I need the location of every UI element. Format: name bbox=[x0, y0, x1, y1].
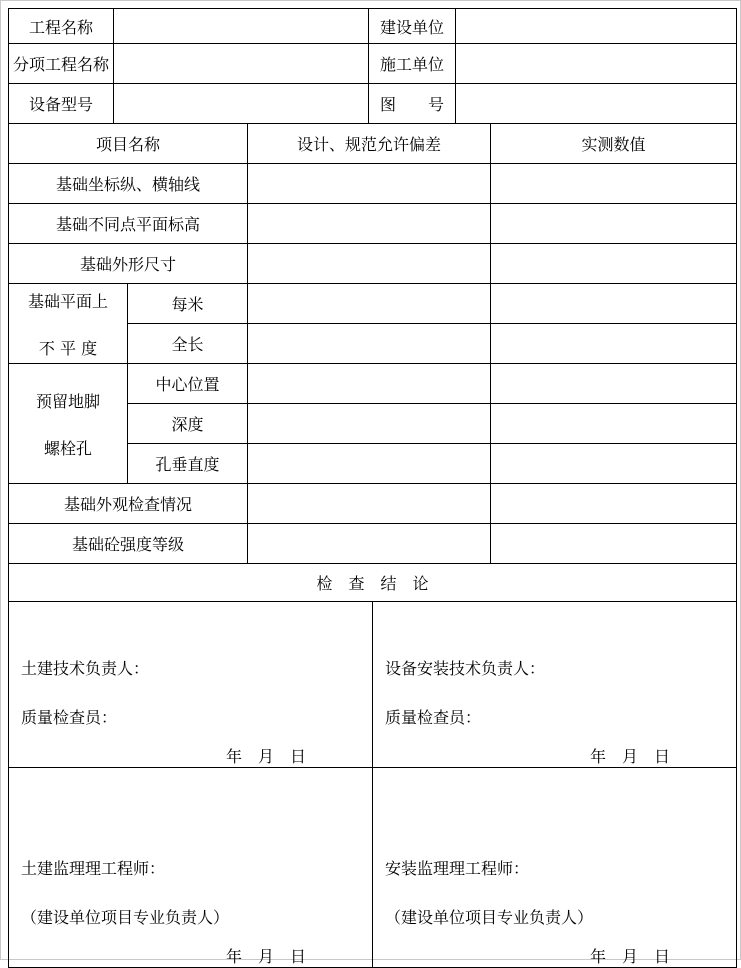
subitem-hole-verticality-label: 孔垂直度 bbox=[128, 444, 248, 484]
tolerance-cell-center-position[interactable] bbox=[248, 364, 491, 404]
subitem-per-meter-label: 每米 bbox=[128, 284, 248, 324]
item-concrete-strength-label: 基础砼强度等级 bbox=[9, 524, 248, 564]
conclusion-table bbox=[8, 563, 737, 602]
subitem-full-length-label: 全长 bbox=[128, 324, 248, 364]
measured-cell-outline-dimensions[interactable] bbox=[491, 244, 737, 284]
equipment-model-label: 设备型号 bbox=[9, 84, 114, 124]
group-flatness-line1: 基础平面上 bbox=[27, 291, 108, 311]
measured-cell-hole-verticality[interactable] bbox=[491, 444, 737, 484]
measured-cell-elevation[interactable] bbox=[491, 204, 737, 244]
construction-unit-label: 建设单位 bbox=[369, 9, 456, 44]
date-line-install-supervisor: 年 月 日 bbox=[589, 947, 670, 966]
tolerance-cell-full-length[interactable] bbox=[248, 324, 491, 364]
civil-supervisor-signature-cell[interactable] bbox=[9, 768, 373, 968]
date-line-equipment-install: 年 月 日 bbox=[589, 747, 670, 766]
subproject-name-label: 分项工程名称 bbox=[9, 44, 114, 84]
subitem-center-position-label: 中心位置 bbox=[128, 364, 248, 404]
tolerance-cell-hole-verticality[interactable] bbox=[248, 444, 491, 484]
subproject-name-field[interactable] bbox=[114, 44, 369, 84]
signature-table bbox=[8, 601, 737, 968]
project-name-field[interactable] bbox=[114, 9, 369, 44]
item-elevation-label: 基础不同点平面标高 bbox=[9, 204, 248, 244]
conclusion-label: 检 查 结 论 bbox=[9, 564, 737, 602]
owner-project-lead-note-right: （建设单位项目专业负责人） bbox=[385, 908, 594, 927]
construction-unit-field[interactable] bbox=[456, 9, 737, 44]
subitem-depth-label: 深度 bbox=[128, 404, 248, 444]
measured-cell-center-position[interactable] bbox=[491, 364, 737, 404]
header-item-name: 项目名称 bbox=[9, 124, 248, 164]
tolerance-cell-elevation[interactable] bbox=[248, 204, 491, 244]
equipment-install-lead-label: 设备安装技术负责人： bbox=[385, 659, 546, 678]
builder-unit-field[interactable] bbox=[456, 44, 737, 84]
quality-inspector-label-right: 质量检查员： bbox=[385, 708, 482, 727]
header-allowed-deviation: 设计、规范允许偏差 bbox=[248, 124, 491, 164]
group-flatness-line2: 不 平 度 bbox=[38, 338, 98, 358]
measured-cell-depth[interactable] bbox=[491, 404, 737, 444]
tolerance-cell-concrete-strength[interactable] bbox=[248, 524, 491, 564]
measured-cell-appearance-check[interactable] bbox=[491, 484, 737, 524]
date-line-civil-tech: 年 月 日 bbox=[225, 747, 306, 766]
civil-supervising-engineer-label: 土建监理理工程师： bbox=[21, 859, 166, 878]
owner-project-lead-note-left: （建设单位项目专业负责人） bbox=[21, 908, 230, 927]
install-supervising-engineer-label: 安装监理理工程师： bbox=[385, 859, 530, 878]
measured-cell-full-length[interactable] bbox=[491, 324, 737, 364]
drawing-number-label: 图 号 bbox=[369, 84, 456, 124]
equipment-install-signature-cell[interactable] bbox=[373, 602, 737, 768]
quality-inspector-label-left: 质量检查员： bbox=[21, 708, 118, 727]
date-line-civil-supervisor: 年 月 日 bbox=[225, 947, 306, 966]
civil-tech-signature-cell[interactable] bbox=[9, 602, 373, 768]
items-table bbox=[8, 123, 737, 564]
install-supervisor-signature-cell[interactable] bbox=[373, 768, 737, 968]
group-anchor-bolt-line1: 预留地脚 bbox=[35, 391, 100, 411]
tolerance-cell-per-meter[interactable] bbox=[248, 284, 491, 324]
equipment-model-field[interactable] bbox=[114, 84, 369, 124]
measured-cell-foundation-axes[interactable] bbox=[491, 164, 737, 204]
group-anchor-bolt-holes-label bbox=[9, 364, 128, 484]
group-anchor-bolt-line2: 螺栓孔 bbox=[43, 438, 92, 458]
drawing-number-field[interactable] bbox=[456, 84, 737, 124]
measured-cell-per-meter[interactable] bbox=[491, 284, 737, 324]
header-measured-value: 实测数值 bbox=[491, 124, 737, 164]
item-appearance-check-label: 基础外观检查情况 bbox=[9, 484, 248, 524]
civil-tech-lead-label: 土建技术负责人： bbox=[21, 659, 150, 678]
tolerance-cell-foundation-axes[interactable] bbox=[248, 164, 491, 204]
tolerance-cell-depth[interactable] bbox=[248, 404, 491, 444]
item-outline-dimensions-label: 基础外形尺寸 bbox=[9, 244, 248, 284]
info-table bbox=[8, 8, 737, 124]
measured-cell-concrete-strength[interactable] bbox=[491, 524, 737, 564]
group-flatness-label bbox=[9, 284, 128, 364]
item-foundation-axes-label: 基础坐标纵、横轴线 bbox=[9, 164, 248, 204]
tolerance-cell-outline-dimensions[interactable] bbox=[248, 244, 491, 284]
project-name-label: 工程名称 bbox=[9, 9, 114, 44]
builder-unit-label: 施工单位 bbox=[369, 44, 456, 84]
tolerance-cell-appearance-check[interactable] bbox=[248, 484, 491, 524]
